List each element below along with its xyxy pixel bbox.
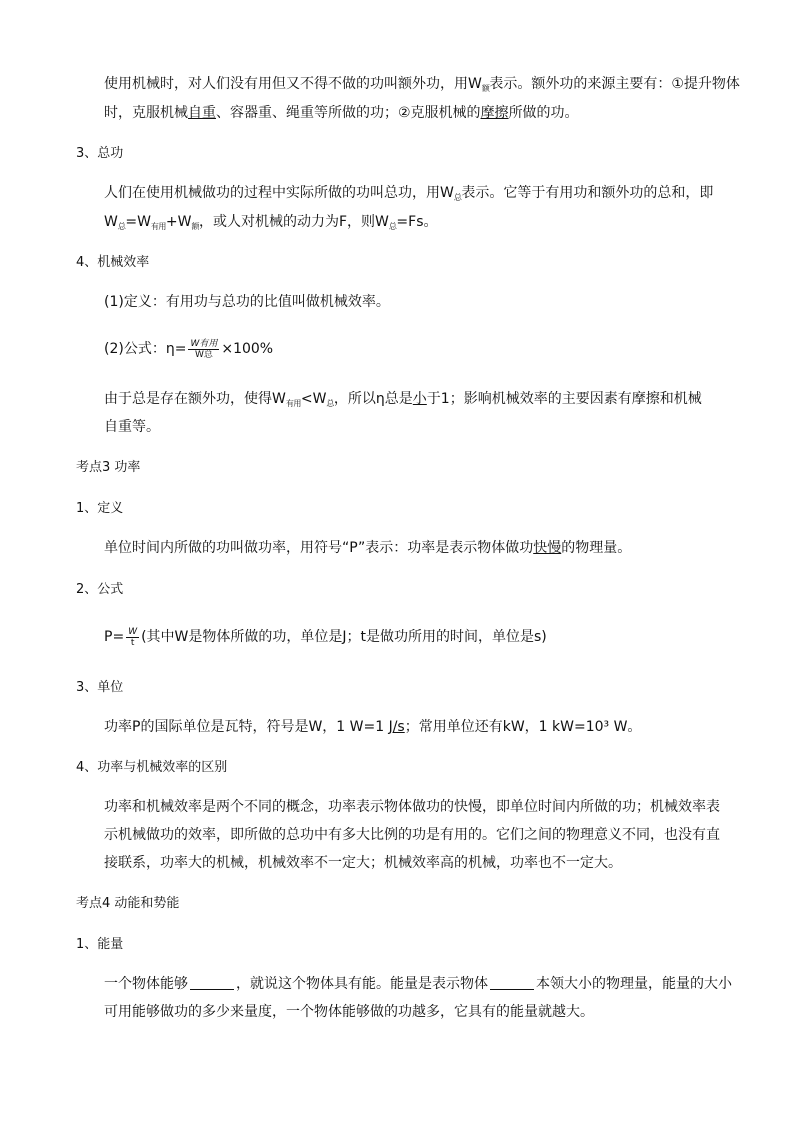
underlined-term: 小 xyxy=(412,391,427,407)
energy-line-2: 可用能够做功的多少来量度，一个物体能够做的功越多，它具有的能量就越大。 xyxy=(104,1004,594,1020)
energy-heading: 1、能量 xyxy=(76,937,124,952)
text: =W xyxy=(125,214,151,230)
power-unit xyxy=(104,717,641,737)
text: 表示。它等于有用功和额外功的总和，即 xyxy=(461,185,714,201)
text: (其中W是物体所做的功，单位是J；t是做功所用的时间，单位是s) xyxy=(141,629,547,645)
efficiency-definition: (1)定义：有用功与总功的比值叫做机械效率。 xyxy=(104,294,390,310)
underlined-term: 摩擦 xyxy=(480,105,509,121)
text: +W xyxy=(165,214,192,230)
denominator: W总 xyxy=(194,349,213,360)
text: 表示。额外功的来源主要有：①提升物体 xyxy=(489,76,740,92)
text: 单位时间内所做的功叫做功率，用符号“P”表示：功率是表示物体做功 xyxy=(104,540,534,556)
text: 本领大小的物理量，能量的大小 xyxy=(536,976,732,992)
text: 时，克服机械 xyxy=(104,105,188,121)
text: ，就说这个物体具有能。能量是表示物体 xyxy=(236,976,488,992)
text: W xyxy=(104,214,118,230)
text: =Fs。 xyxy=(396,214,438,230)
text: 所做的功。 xyxy=(508,105,579,121)
power-definition xyxy=(104,538,631,558)
text: 一个物体能够 xyxy=(104,976,188,992)
section-heading-efficiency: 4、机械效率 xyxy=(76,255,150,270)
subscript: 总 xyxy=(453,193,462,202)
efficiency-note-line-1 xyxy=(104,389,702,414)
subscript: 有用 xyxy=(285,399,301,408)
text: ，或人对机械的动力为F，则W xyxy=(199,214,389,230)
total-work-line-2 xyxy=(104,212,437,237)
text: ×100% xyxy=(221,341,274,357)
text: (2)公式：η= xyxy=(104,341,187,357)
text: P= xyxy=(104,629,125,645)
text: 使用机械时，对人们没有用但又不得不做的功叫额外功，用W xyxy=(104,76,482,92)
energy-line-1 xyxy=(104,974,732,994)
power-vs-efficiency-line-3: 接联系，功率大的机械，机械效率不一定大；机械效率高的机械，功率也不一定大。 xyxy=(104,855,622,871)
extra-work-line-1 xyxy=(104,74,740,99)
text: <W xyxy=(300,391,327,407)
power-formula xyxy=(104,624,547,650)
section-heading-point4: 考点4 动能和势能 xyxy=(76,896,180,911)
power-vs-efficiency-line-2: 示机械做功的效率，即所做的总功中有多大比例的功是有用的。它们之间的物理意义不同，也没有直 xyxy=(104,827,720,843)
extra-work-line-2 xyxy=(104,103,579,123)
subscript: 额 xyxy=(191,222,199,231)
subscript: 额 xyxy=(481,84,490,93)
text: 由于总是存在额外功，使得W xyxy=(104,391,286,407)
power-formula-heading: 2、公式 xyxy=(76,582,124,597)
subscript: 有用 xyxy=(150,222,166,231)
text: 于1；影响机械效率的主要因素有摩擦和机械 xyxy=(426,391,702,407)
fraction xyxy=(126,627,139,648)
power-definition-heading: 1、定义 xyxy=(76,501,124,516)
numerator: W xyxy=(128,626,138,637)
text: 功率P的国际单位是瓦特，符号是W，1 W=1 xyxy=(104,719,389,735)
efficiency-note-line-2: 自重等。 xyxy=(104,419,160,435)
denominator: t xyxy=(130,637,135,648)
fill-in-blank xyxy=(190,975,234,990)
text: 的物理量。 xyxy=(561,540,632,556)
fraction xyxy=(188,339,219,360)
fill-in-blank xyxy=(490,975,534,990)
efficiency-formula xyxy=(104,336,273,362)
underlined-term: 自重 xyxy=(188,105,216,121)
underlined-term: 快慢 xyxy=(533,540,562,556)
section-heading-point3: 考点3 功率 xyxy=(76,460,141,475)
text: 、容器重、绳重等所做的功；②克服机械的 xyxy=(216,105,481,121)
power-vs-efficiency-line-1: 功率和机械效率是两个不同的概念，功率表示物体做功的快慢，即单位时间内所做的功；机械效率表 xyxy=(104,799,720,815)
power-vs-efficiency-heading: 4、功率与机械效率的区别 xyxy=(76,760,228,775)
text: ；常用单位还有kW，1 kW=10³ W。 xyxy=(404,719,642,735)
total-work-line-1 xyxy=(104,183,713,208)
numerator: W有用 xyxy=(190,338,218,349)
text: 人们在使用机械做功的过程中实际所做的功叫总功，用W xyxy=(104,185,454,201)
underlined-term: J/s xyxy=(388,719,405,735)
power-unit-heading: 3、单位 xyxy=(76,680,124,695)
subscript: 总 xyxy=(117,222,126,231)
subscript: 总 xyxy=(326,399,334,408)
text: ，所以η总是 xyxy=(333,391,413,407)
subscript: 总 xyxy=(388,222,397,231)
section-heading-total-work: 3、总功 xyxy=(76,146,124,161)
